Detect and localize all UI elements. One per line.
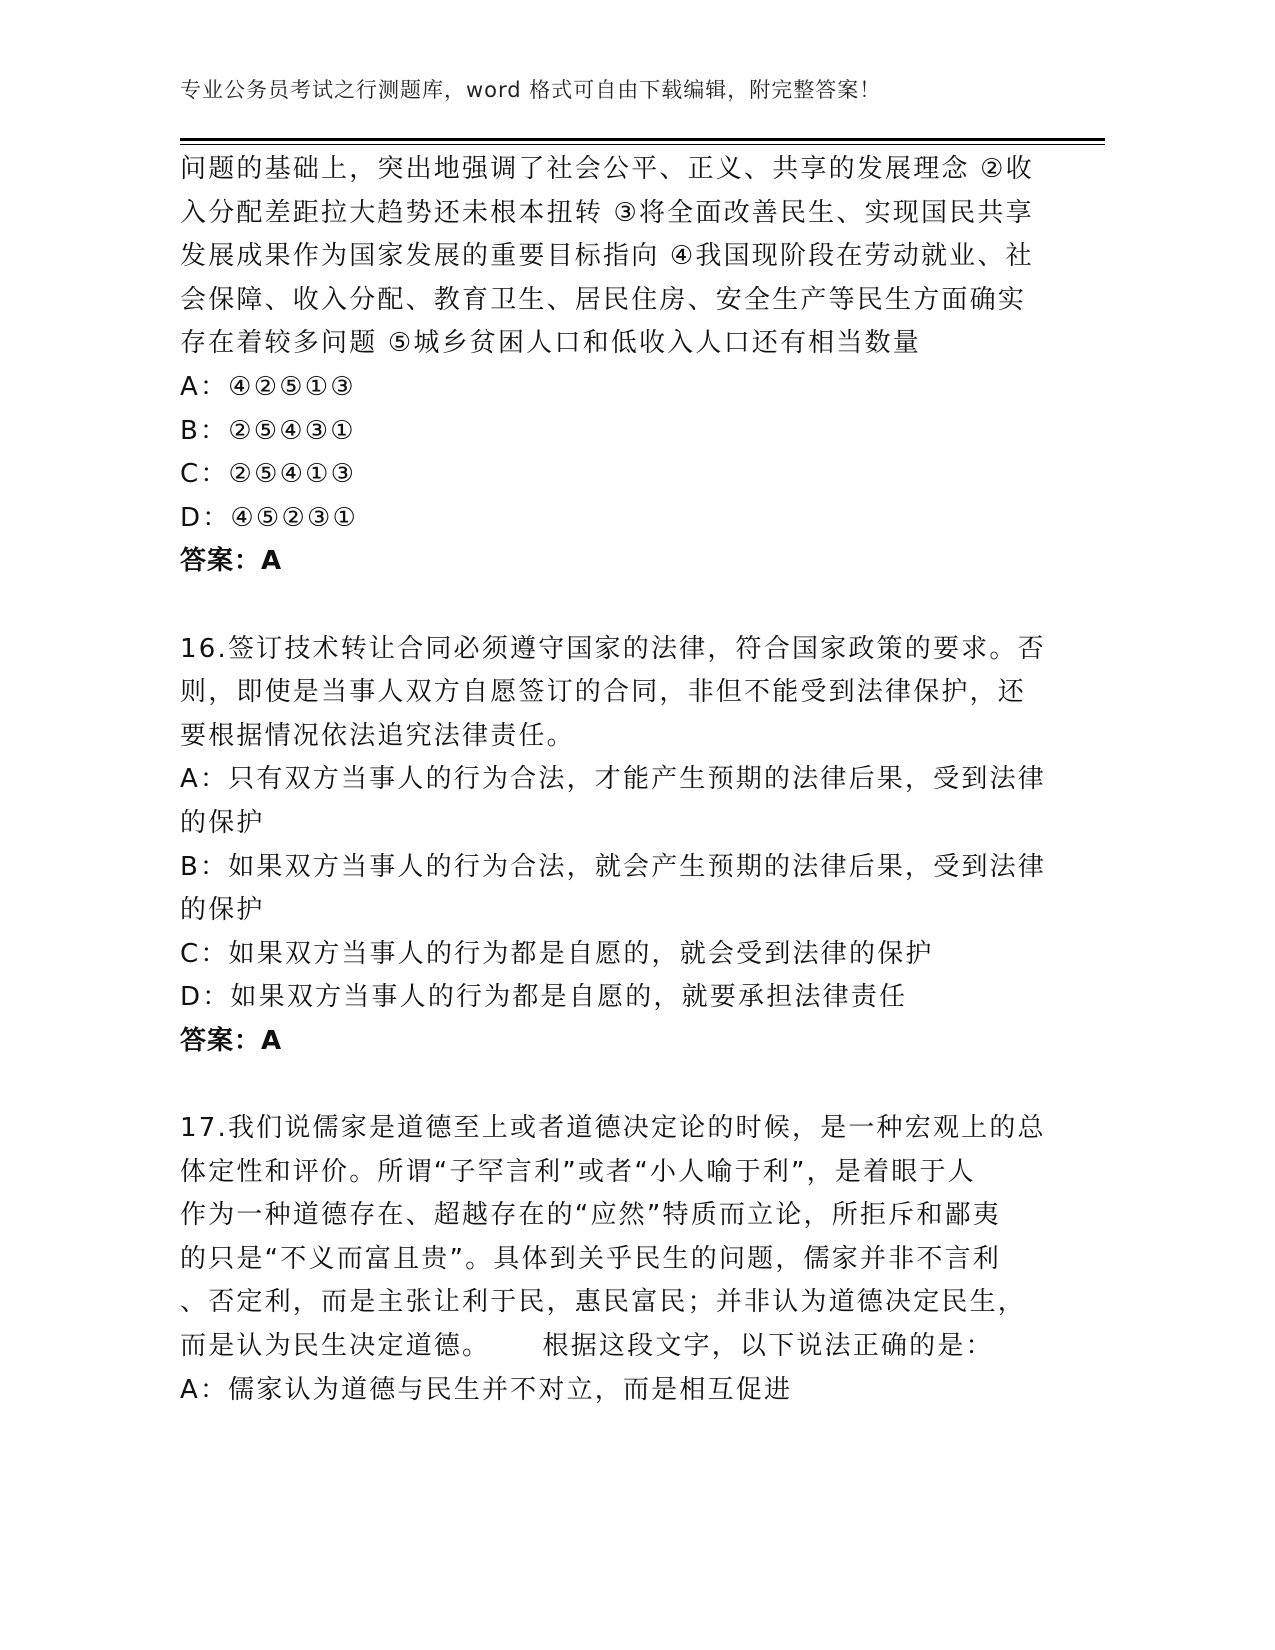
question-stem-line: 作为一种道德存在、超越存在的“应然”特质而立论，所拒斥和鄙夷 bbox=[180, 1200, 1001, 1231]
option-d: D：④⑤②③① bbox=[180, 502, 358, 533]
header-divider bbox=[180, 138, 1105, 145]
question-stem-line: 、否定利，而是主张让利于民，惠民富民；并非认为道德决定民生， bbox=[180, 1287, 1027, 1318]
question-15 bbox=[180, 148, 1080, 628]
answer: 答案：A bbox=[180, 1025, 283, 1056]
question-stem-line: 发展成果作为国家发展的重要目标指向 ④我国现阶段在劳动就业、社 bbox=[180, 241, 1034, 272]
option-c: C：如果双方当事人的行为都是自愿的，就会受到法律的保护 bbox=[180, 938, 934, 969]
question-stem-line: 会保障、收入分配、教育卫生、居民住房、安全生产等民生方面确实 bbox=[180, 284, 1027, 315]
question-stem-line: 问题的基础上，突出地强调了社会公平、正义、共享的发展理念 ②收 bbox=[180, 154, 1034, 184]
document-body bbox=[180, 148, 1080, 1412]
option-b: B：如果双方当事人的行为合法，就会产生预期的法律后果，受到法律 bbox=[180, 851, 1047, 882]
question-stem-line: 而是认为民生决定道德。 根据这段文字，以下说法正确的是： bbox=[180, 1331, 994, 1362]
question-stem-line: 则，即使是当事人双方自愿签订的合同，非但不能受到法律保护，还 bbox=[180, 677, 1027, 708]
blank-line bbox=[180, 1063, 1080, 1107]
option-b: B：②⑤④③① bbox=[180, 415, 356, 446]
option-c: C：②⑤④①③ bbox=[180, 459, 357, 490]
question-stem-line: 16.签订技术转让合同必须遵守国家的法律，符合国家政策的要求。否 bbox=[180, 633, 1046, 664]
question-stem-line: 要根据情况依法追究法律责任。 bbox=[180, 720, 575, 751]
question-17 bbox=[180, 1107, 1080, 1412]
option-b-cont: 的保护 bbox=[180, 895, 265, 926]
option-a: A：儒家认为道德与民生并不对立，而是相互促进 bbox=[180, 1374, 793, 1405]
question-stem-line: 17.我们说儒家是道德至上或者道德决定论的时候，是一种宏观上的总 bbox=[180, 1113, 1046, 1144]
page-header: 专业公务员考试之行测题库，word 格式可自由下载编辑，附完整答案！ bbox=[180, 78, 882, 102]
answer: 答案：A bbox=[180, 546, 283, 577]
question-stem-line: 体定性和评价。所谓“子罕言利”或者“小人喻于利”，是着眼于人 bbox=[180, 1156, 976, 1187]
question-stem-line: 的只是“不义而富且贵”。具体到关乎民生的问题，儒家并非不言利 bbox=[180, 1243, 1001, 1274]
option-a: A：④②⑤①③ bbox=[180, 371, 356, 402]
question-16 bbox=[180, 628, 1080, 1108]
option-d: D：如果双方当事人的行为都是自愿的，就要承担法律责任 bbox=[180, 982, 908, 1013]
question-stem-line: 入分配差距拉大趋势还未根本扭转 ③将全面改善民生、实现国民共享 bbox=[180, 197, 1034, 228]
option-a-cont: 的保护 bbox=[180, 807, 265, 838]
blank-line bbox=[180, 584, 1080, 628]
option-a: A：只有双方当事人的行为合法，才能产生预期的法律后果，受到法律 bbox=[180, 764, 1046, 795]
question-stem-line: 存在着较多问题 ⑤城乡贫困人口和低收入人口还有相当数量 bbox=[180, 328, 921, 359]
